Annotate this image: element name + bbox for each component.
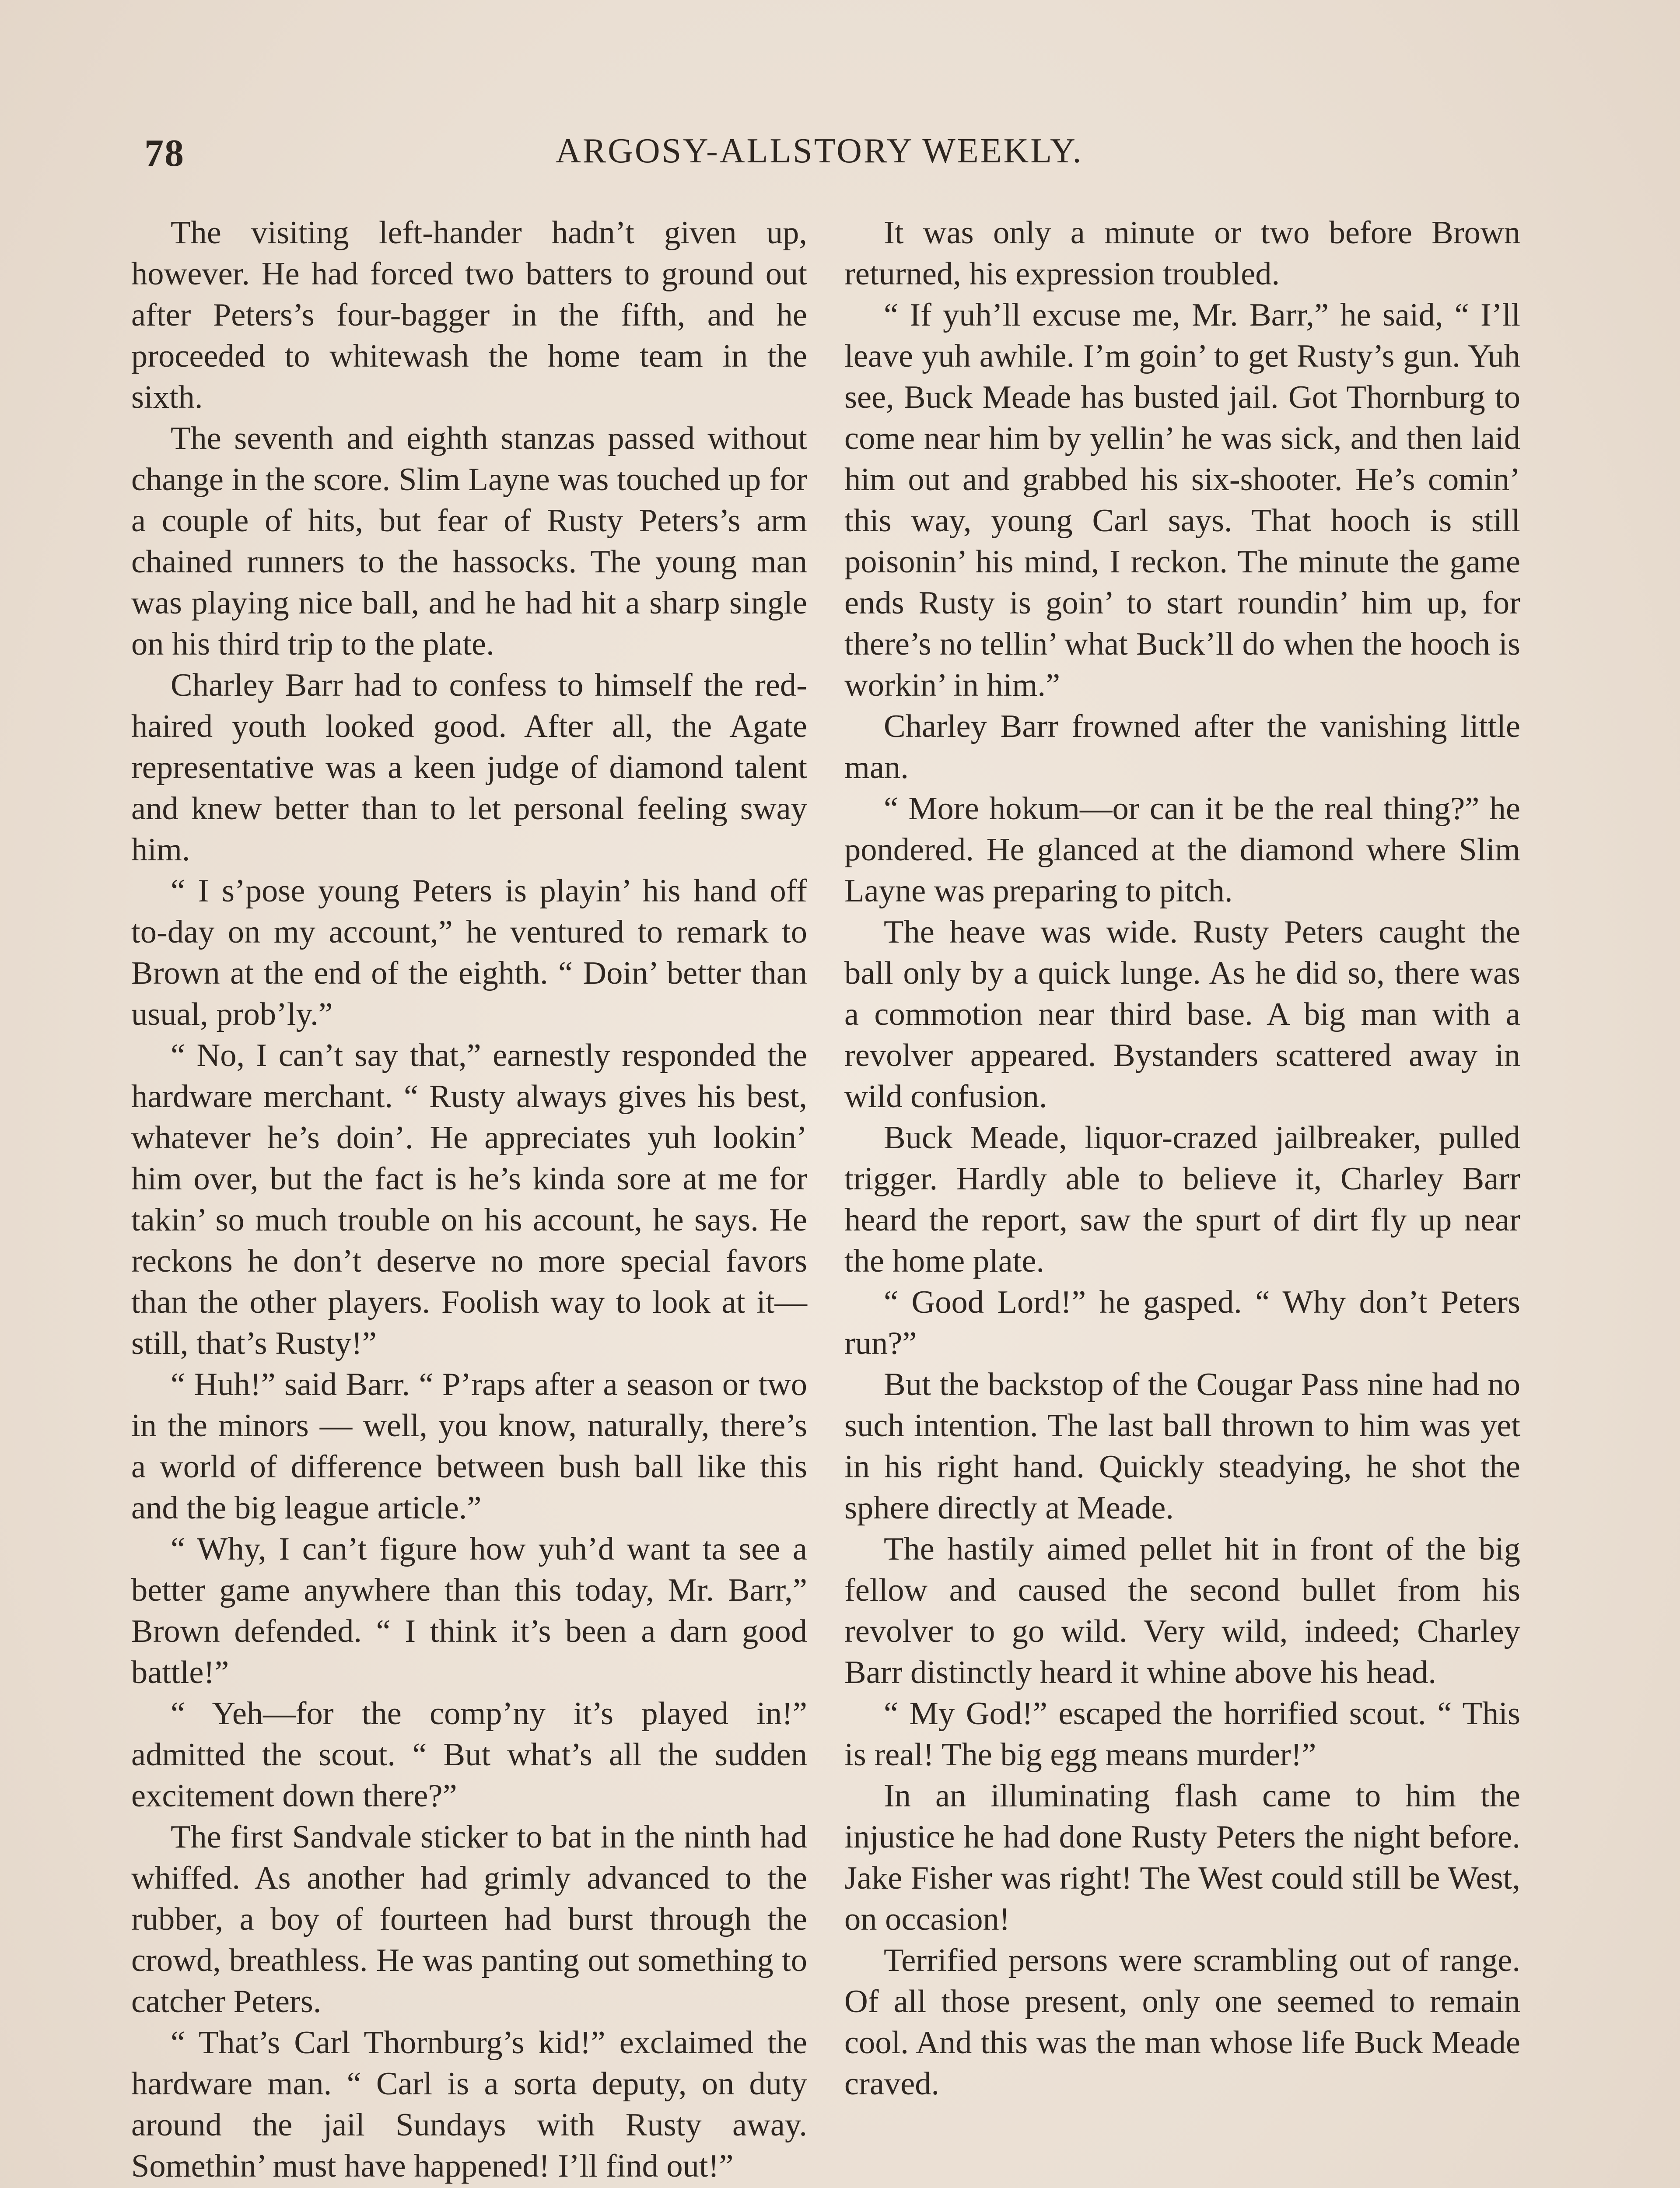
paragraph: “ My God!” escaped the horrified scout. “ This is real! The big egg means murder!” [844, 1696, 1520, 1773]
paragraph: It was only a minute or two before Brown returned, his expression troubled. [844, 215, 1520, 292]
paragraph: The hastily aimed pellet hit in front of the big fellow and caused the second bullet from his revolver to go wild. Very wild, indeed; Charley Barr distinctly heard it whine above his head. [844, 1531, 1520, 1690]
paragraph: “ Good Lord!” he gasped. “ Why don’t Peters run?” [844, 1284, 1520, 1361]
paragraph: Charley Barr had to confess to himself the red-haired youth looked good. After all, the Agate representative was a keen judge of diamond talent and knew better than to let personal feeling sway him. [131, 667, 807, 868]
paragraph: “ No, I can’t say that,” earnestly responded the hardware merchant. “ Rusty always gives his best, whatever he’s doin’. He appreciates yuh lookin’ him over, but the fact is he’s kinda sore at me for takin’ so much trouble on his account, he says. He reckons he don’t deserve no more special favors than the other players. Foolish way to look at it—still, that’s Rusty!” [131, 1038, 807, 1361]
paragraph: Charley Barr frowned after the vanishing little man. [844, 708, 1520, 785]
left-column [131, 212, 807, 2187]
paragraph: The seventh and eighth stanzas passed without change in the score. Slim Layne was touched up for a couple of hits, but fear of Rusty Peters’s arm chained runners to the hassocks. The young man was playing nice ball, and he had hit a sharp single on his third trip to the plate. [131, 421, 807, 662]
paragraph: Terrified persons were scrambling out of range. Of all those present, only one seemed to remain cool. And this was the man whose life Buck Meade craved. [844, 1943, 1520, 2102]
paragraph: But the backstop of the Cougar Pass nine had no such intention. The last ball thrown to him was yet in his right hand. Quickly steadying, he shot the sphere directly at Meade. [844, 1367, 1520, 1526]
paragraph: The heave was wide. Rusty Peters caught the ball only by a quick lunge. As he did so, there was a commotion near third base. A big man with a revolver appeared. Bystanders scattered away in wild confusion. [844, 914, 1520, 1115]
paragraph: The first Sandvale sticker to bat in the ninth had whiffed. As another had grimly advanced to the rubber, a boy of fourteen had burst through the crowd, breathless. He was panting out something to catcher Peters. [131, 1819, 807, 2020]
running-title: ARGOSY-ALLSTORY WEEKLY. [556, 132, 1083, 170]
paragraph: “ More hokum—or can it be the real thing?” he pondered. He glanced at the diamond where Slim Layne was preparing to pitch. [844, 791, 1520, 909]
paragraph: In an illuminating flash came to him the injustice he had done Rusty Peters the night before. Jake Fisher was right! The West could still be West, on occasion! [844, 1778, 1520, 1937]
paragraph: “ Yeh—for the comp’ny it’s played in!” admitted the scout. “ But what’s all the sudden excitement down there?” [131, 1696, 807, 1814]
page-header [144, 131, 1536, 179]
paragraph: The visiting left-hander hadn’t given up, however. He had forced two batters to ground out after Peters’s four-bagger in the fifth, and he proceeded to whitewash the home team in the sixth. [131, 215, 807, 415]
paragraph: “ Why, I can’t figure how yuh’d want ta see a better game anywhere than this today, Mr. Barr,” Brown defended. “ I think it’s been a darn good battle!” [131, 1531, 807, 1690]
paragraph: “ I s’pose young Peters is playin’ his hand off to-day on my account,” he ventured to remark to Brown at the end of the eighth. “ Doin’ better than usual, prob’ly.” [131, 873, 807, 1032]
paragraph: “ If yuh’ll excuse me, Mr. Barr,” he said, “ I’ll leave yuh awhile. I’m goin’ to get Rusty’s gun. Yuh see, Buck Meade has busted jail. Got Thornburg to come near him by yellin’ he was sick, and then laid him out and grabbed his six-shooter. He’s comin’ this way, young Carl says. That hooch is still poisonin’ his mind, I reckon. The minute the game ends Rusty is goin’ to start roundin’ him up, for there’s no tellin’ what Buck’ll do when the hooch is workin’ in him.” [844, 297, 1520, 703]
page-number: 78 [144, 132, 185, 175]
paragraph: “ Huh!” said Barr. “ P’raps after a season or two in the minors — well, you know, naturally, there’s a world of difference between bush ball like this and the big league article.” [131, 1367, 807, 1526]
right-column [844, 212, 1520, 2104]
paragraph: “ That’s Carl Thornburg’s kid!” exclaimed the hardware man. “ Carl is a sorta deputy, on duty around the jail Sundays with Rusty away. Somethin’ must have happened! I’ll find out!” [131, 2025, 807, 2184]
paragraph: Buck Meade, liquor-crazed jailbreaker, pulled trigger. Hardly able to believe it, Charley Barr heard the report, saw the spurt of dirt fly up near the home plate. [844, 1120, 1520, 1279]
